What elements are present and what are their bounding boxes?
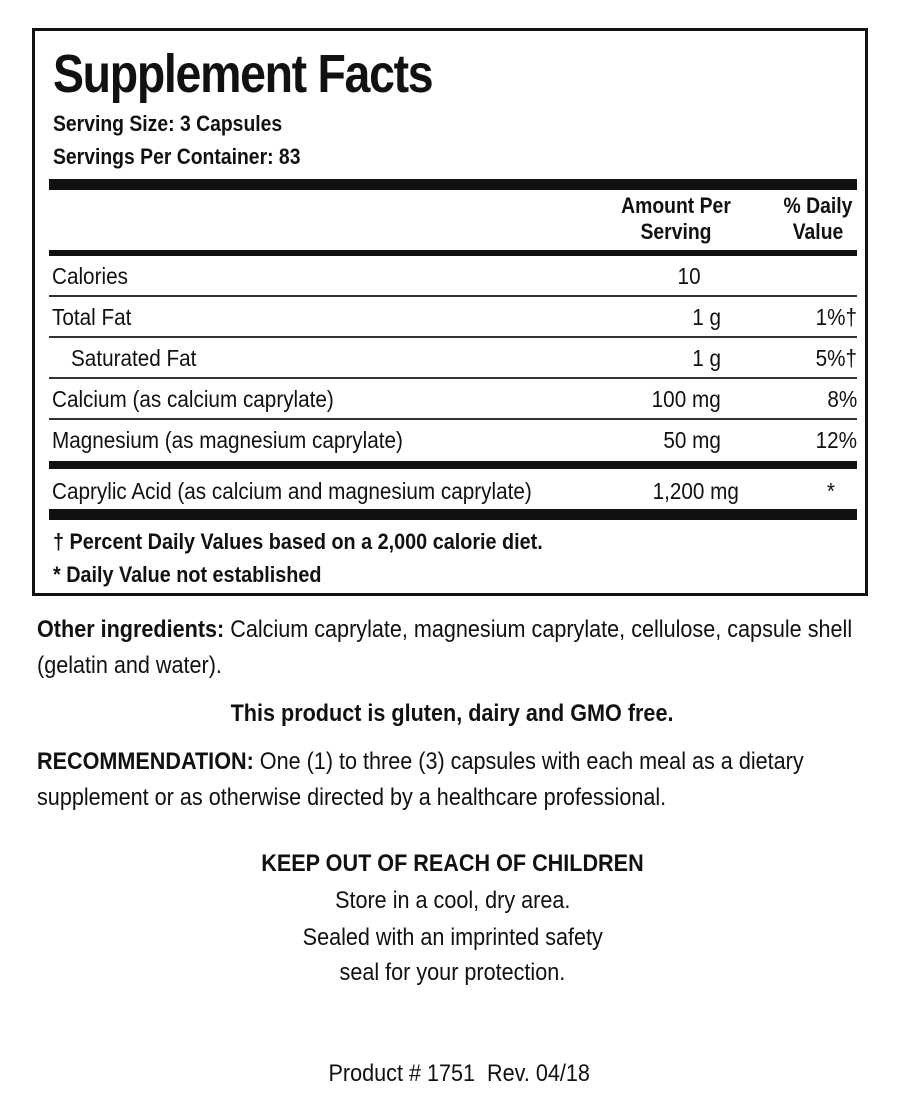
supplement-facts-panel [32, 28, 868, 596]
nutrient-amount: 50 mg [663, 427, 721, 453]
nutrient-amount: 100 mg [651, 386, 721, 412]
nutrient-name: Saturated Fat [71, 345, 197, 371]
footnote-not-established: * Daily Value not established [53, 562, 322, 587]
header-amount-line-2: Serving [640, 219, 712, 244]
header-amount-line-1: Amount Per [621, 193, 731, 218]
nutrient-amount: 1,200 mg [652, 478, 739, 504]
nutrient-name: Caprylic Acid (as calcium and magnesium caprylate) [52, 478, 532, 504]
nutrient-row [49, 297, 857, 337]
nutrient-dv: 1%† [815, 304, 857, 330]
nutrient-row [49, 379, 857, 419]
free-statement [0, 700, 905, 728]
header-dv-line-1: % Daily [783, 193, 853, 218]
nutrient-amount: 10 [677, 263, 701, 289]
nutrient-name: Magnesium (as magnesium caprylate) [52, 427, 403, 453]
other-ingredients [37, 612, 877, 684]
seal-text-2: seal for your protection. [339, 959, 566, 986]
nutrient-dv: 12% [815, 427, 857, 453]
nutrient-amount: 1 g [692, 345, 721, 371]
free-statement-text: This product is gluten, dairy and GMO free. [231, 700, 674, 727]
servings-per-container: Servings Per Container: 83 [53, 144, 301, 169]
other-ingredients-text: Calcium caprylate, magnesium caprylate, cellulose, capsule shell (gelatin and water). [37, 616, 853, 679]
other-ingredients-label: Other ingredients: [37, 616, 225, 643]
panel-title: Supplement Facts [53, 44, 433, 104]
nutrient-row [49, 256, 857, 296]
recommendation-text: One (1) to three (3) capsules with each meal as a dietary supplement or as otherwise directed by a healthcare professional. [37, 748, 804, 811]
recommendation [37, 744, 877, 816]
nutrient-name: Total Fat [52, 304, 132, 330]
nutrient-name: Calcium (as calcium caprylate) [52, 386, 334, 412]
nutrient-dv: * [826, 478, 835, 504]
nutrient-dv: 8% [827, 386, 857, 412]
product-info-text: Product # 1751 Rev. 04/18 [328, 1060, 590, 1087]
storage-line [0, 887, 905, 915]
section-divider [49, 461, 857, 469]
header-dv-line-2: Value [792, 219, 844, 244]
product-info [0, 1032, 905, 1088]
nutrient-dv: 5%† [815, 345, 857, 371]
seal-line-1 [0, 924, 905, 952]
seal-text-1: Sealed with an imprinted safety [302, 924, 603, 951]
warning-heading-text: KEEP OUT OF REACH OF CHILDREN [261, 850, 644, 877]
warning-heading [0, 850, 905, 878]
nutrient-row [49, 338, 857, 378]
thick-divider-top [49, 179, 857, 190]
seal-line-2 [0, 959, 905, 987]
thick-divider-bottom [49, 509, 857, 520]
header-daily-value [770, 193, 867, 245]
recommendation-label: RECOMMENDATION: [37, 748, 254, 775]
nutrient-amount: 1 g [692, 304, 721, 330]
header-amount [610, 193, 742, 245]
storage-text: Store in a cool, dry area. [334, 887, 571, 914]
serving-size: Serving Size: 3 Capsules [53, 111, 283, 136]
nutrient-row [49, 420, 857, 460]
footnote-daily-values: † Percent Daily Values based on a 2,000 calorie diet. [53, 529, 543, 554]
nutrient-name: Calories [52, 263, 128, 289]
